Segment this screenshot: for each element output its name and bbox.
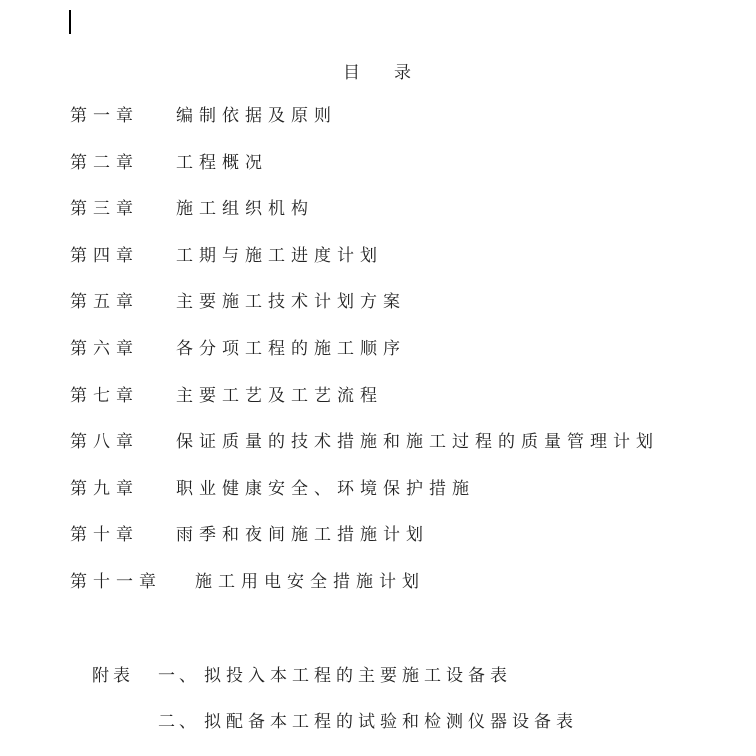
chapter-number: 第八章 bbox=[70, 432, 139, 453]
appendix-title: 拟投入本工程的主要施工设备表 bbox=[204, 666, 512, 686]
toc-entry-2 bbox=[70, 151, 268, 198]
appendix-title: 拟配备本工程的试验和检测仪器设备表 bbox=[204, 712, 578, 732]
appendix-number: 二、 bbox=[158, 712, 200, 732]
toc-entry-3 bbox=[70, 197, 314, 244]
chapter-number: 第二章 bbox=[70, 152, 139, 173]
text-cursor bbox=[69, 10, 71, 34]
chapter-title: 雨季和夜间施工措施计划 bbox=[176, 525, 429, 546]
chapter-title: 施工用电安全措施计划 bbox=[195, 571, 425, 592]
chapter-title: 保证质量的技术措施和施工过程的质量管理计划 bbox=[176, 432, 659, 453]
toc-entry-1 bbox=[70, 104, 337, 151]
toc-entry-11 bbox=[70, 570, 425, 617]
table-of-contents bbox=[70, 104, 659, 617]
toc-entry-10 bbox=[70, 523, 429, 570]
chapter-number: 第十一章 bbox=[70, 571, 162, 592]
chapter-title: 主要工艺及工艺流程 bbox=[176, 385, 383, 406]
toc-title: 目 录 bbox=[343, 63, 411, 83]
chapter-title: 施工组织机构 bbox=[176, 199, 314, 220]
chapter-number: 第一章 bbox=[70, 106, 139, 126]
chapter-number: 第五章 bbox=[70, 292, 139, 313]
appendix-label: 附表 bbox=[92, 666, 134, 686]
chapter-number: 第十章 bbox=[70, 525, 139, 546]
chapter-title: 工期与施工进度计划 bbox=[176, 245, 383, 266]
chapter-title: 工程概况 bbox=[176, 152, 268, 173]
chapter-number: 第三章 bbox=[70, 199, 139, 220]
chapter-title: 编制依据及原则 bbox=[176, 106, 337, 126]
chapter-number: 第九章 bbox=[70, 478, 139, 499]
chapter-title: 各分项工程的施工顺序 bbox=[176, 338, 406, 359]
chapter-title: 主要施工技术计划方案 bbox=[176, 292, 406, 313]
toc-entry-6 bbox=[70, 337, 406, 384]
toc-entry-7 bbox=[70, 384, 383, 431]
toc-entry-4 bbox=[70, 244, 383, 291]
chapter-number: 第四章 bbox=[70, 245, 139, 266]
toc-entry-8 bbox=[70, 430, 659, 477]
toc-entry-5 bbox=[70, 290, 406, 337]
chapter-number: 第七章 bbox=[70, 385, 139, 406]
chapter-title: 职业健康安全、环境保护措施 bbox=[176, 478, 475, 499]
chapter-number: 第六章 bbox=[70, 338, 139, 359]
toc-entry-9 bbox=[70, 477, 475, 524]
appendix-number: 一、 bbox=[158, 666, 200, 686]
